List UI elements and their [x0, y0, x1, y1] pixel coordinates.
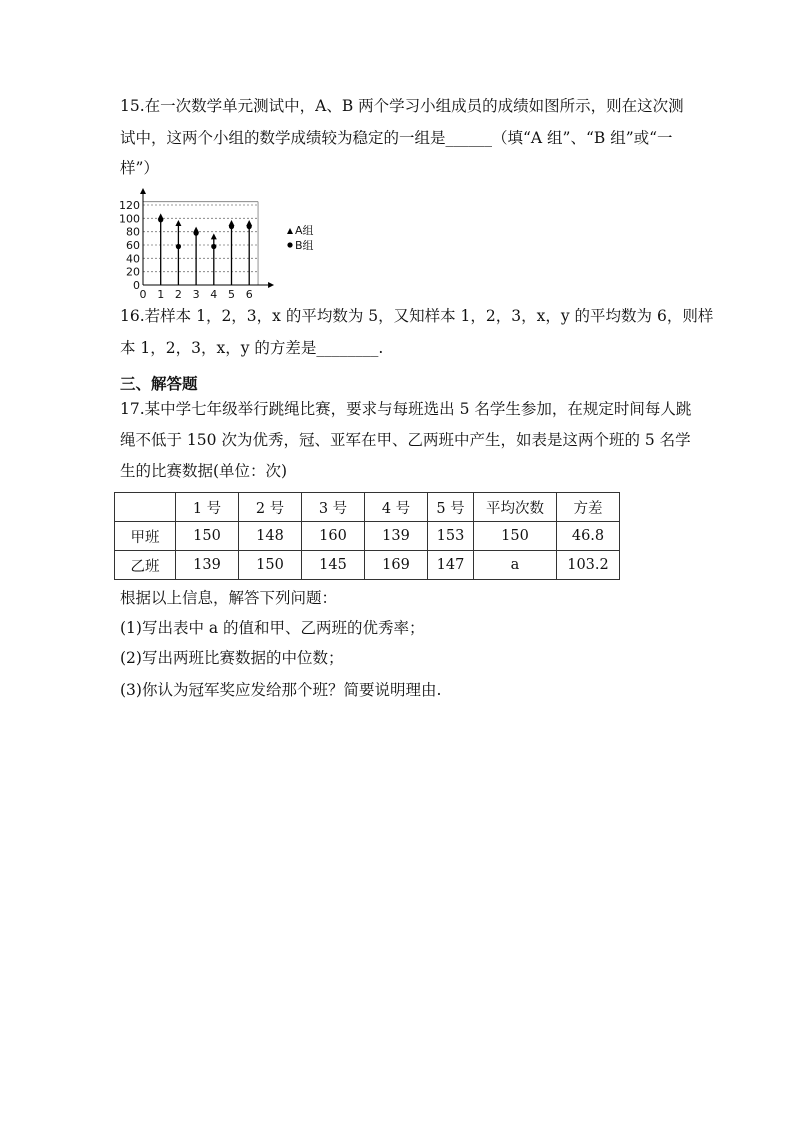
table-header-cell: 2 号 [239, 493, 302, 522]
legend-a-marker [287, 228, 293, 234]
y-axis-arrow [140, 188, 146, 194]
x-tick-label: 5 [228, 288, 235, 298]
table-cell: 150 [239, 551, 302, 580]
score-table [114, 492, 620, 580]
score-scatter-chart [112, 186, 342, 298]
y-tick-label: 40 [126, 252, 140, 266]
table-cell: 153 [428, 522, 474, 551]
q15-line-3: 样”） [120, 159, 159, 177]
x-tick-label: 2 [174, 288, 182, 298]
q15-line-2: 试中，这两个小组的数学成绩较为稳定的一组是______（填“A 组”、“B 组”或“一 [120, 129, 673, 147]
table-header-cell: 5 号 [428, 493, 474, 522]
x-tick-label: 1 [157, 288, 165, 298]
y-tick-label: 80 [126, 225, 140, 239]
x-tick-label: 3 [192, 288, 200, 298]
table-cell: 46.8 [557, 522, 620, 551]
table-cell: 乙班 [115, 551, 176, 580]
y-tick-label: 120 [119, 199, 140, 212]
b-group-point [194, 231, 199, 236]
q17-line-2: 绳不低于 150 次为优秀，冠、亚军在甲、乙两班中产生，如表是这两个班的 5 名学 [120, 431, 691, 449]
table-cell: 139 [176, 551, 239, 580]
table-cell: 169 [365, 551, 428, 580]
table-cell: 139 [365, 522, 428, 551]
x-axis-arrow [268, 282, 274, 288]
table-header-cell: 3 号 [302, 493, 365, 522]
table-header-cell: 平均次数 [474, 493, 557, 522]
q16-line-2: 本 1，2，3，x，y 的方差是________. [120, 339, 384, 357]
table-cell: a [474, 551, 557, 580]
table-header-cell: 4 号 [365, 493, 428, 522]
table-cell: 150 [474, 522, 557, 551]
table-cell: 甲班 [115, 522, 176, 551]
table-cell: 147 [428, 551, 474, 580]
section-title: 三、解答题 [120, 374, 198, 393]
b-group-point [176, 244, 181, 249]
table-cell: 150 [176, 522, 239, 551]
q17-sub-2: (2)写出两班比赛数据的中位数； [120, 649, 344, 667]
q15-line-1: 15.在一次数学单元测试中，A、B 两个学习小组成员的成绩如图所示，则在这次测 [120, 97, 684, 115]
q16-line-1: 16.若样本 1，2，3，x 的平均数为 5，又知样本 1，2，3，x，y 的平均数为 6，则样 [120, 307, 714, 325]
q17-prompt: 根据以上信息，解答下列问题： [120, 589, 338, 607]
b-group-point [158, 217, 163, 222]
legend-a-label: A组 [295, 224, 314, 237]
x-tick-label: 6 [245, 288, 253, 298]
b-group-point [247, 224, 252, 229]
y-tick-label: 100 [119, 212, 140, 226]
table-cell: 145 [302, 551, 365, 580]
table-cell: 103.2 [557, 551, 620, 580]
table-row [115, 522, 620, 551]
legend-b-label: B组 [295, 239, 314, 252]
table-cell: 160 [302, 522, 365, 551]
table-header-cell: 1 号 [176, 493, 239, 522]
table-header-cell [115, 493, 176, 522]
x-tick-label: 0 [139, 288, 147, 298]
q17-sub-1: (1)写出表中 a 的值和甲、乙两班的优秀率； [120, 619, 425, 637]
y-tick-label: 0 [133, 279, 140, 292]
x-tick-label: 4 [210, 288, 218, 298]
legend-b-marker [287, 242, 292, 247]
q17-line-3: 生的比赛数据(单位：次) [120, 462, 288, 480]
b-group-point [229, 224, 234, 229]
b-group-point [211, 244, 216, 249]
y-tick-label: 20 [126, 265, 140, 279]
table-cell: 148 [239, 522, 302, 551]
table-row [115, 551, 620, 580]
a-group-point [175, 220, 181, 226]
q17-line-1: 17.某中学七年级举行跳绳比赛，要求与每班选出 5 名学生参加，在规定时间每人跳 [120, 400, 692, 418]
table-header-cell: 方差 [557, 493, 620, 522]
q17-sub-3: (3)你认为冠军奖应发给那个班？简要说明理由. [120, 681, 442, 699]
table-header-row [115, 493, 620, 522]
a-group-point [211, 233, 217, 239]
y-tick-label: 60 [126, 239, 140, 252]
